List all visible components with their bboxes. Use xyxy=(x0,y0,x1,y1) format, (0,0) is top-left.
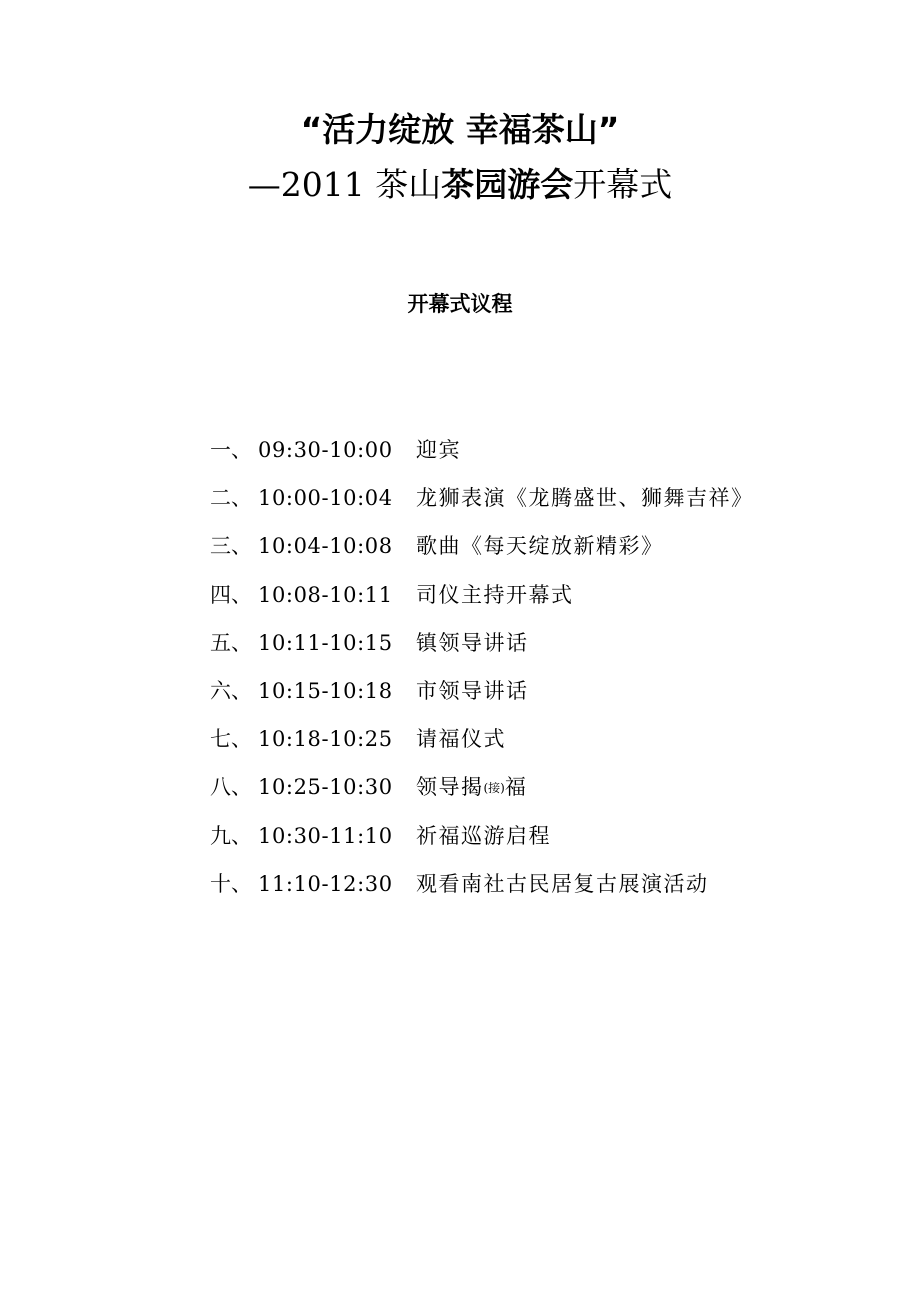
agenda-item-time: 10:08-10:11 xyxy=(258,582,393,607)
agenda-item xyxy=(210,478,890,526)
subtitle-bold: 茶园游会 xyxy=(441,165,574,204)
agenda-item-time: 11:10-12:30 xyxy=(258,871,393,896)
agenda-item xyxy=(210,526,890,574)
agenda-heading: 开幕式议程 xyxy=(407,292,513,316)
agenda-item xyxy=(210,623,890,671)
agenda-item-event: 祈福巡游启程 xyxy=(416,823,551,848)
agenda-item xyxy=(210,575,890,623)
agenda-item-number: 八、 xyxy=(210,775,252,800)
agenda-item-event: 迎宾 xyxy=(416,438,461,462)
agenda-item-event: 请福仪式 xyxy=(416,727,506,752)
agenda-item-time: 10:25-10:30 xyxy=(258,775,393,800)
agenda-item xyxy=(210,430,890,478)
subtitle-suffix: 开幕式 xyxy=(573,165,673,204)
subtitle-prefix: —2011 茶山 xyxy=(247,165,442,204)
agenda-item-event: 镇领导讲话 xyxy=(416,630,529,655)
agenda-item-event-part: 福 xyxy=(504,775,528,800)
agenda-list xyxy=(210,430,890,912)
agenda-item-number: 四、 xyxy=(210,582,252,607)
agenda-item-time: 10:04-10:08 xyxy=(258,534,393,559)
agenda-item-number: 十、 xyxy=(210,871,252,896)
agenda-item xyxy=(210,864,890,912)
agenda-item xyxy=(210,767,890,815)
agenda-item-event-part: 领导揭 xyxy=(416,775,484,800)
agenda-item-event: 歌曲《每天绽放新精彩》 xyxy=(416,534,664,559)
agenda-item-event: 观看南社古民居复古展演活动 xyxy=(416,871,709,896)
agenda-item-number: 一、 xyxy=(210,438,252,462)
agenda-item-number: 六、 xyxy=(210,678,252,703)
agenda-item-number: 二、 xyxy=(210,486,252,511)
agenda-item xyxy=(210,719,890,767)
agenda-item-time: 10:11-10:15 xyxy=(258,630,393,655)
agenda-item xyxy=(210,671,890,719)
agenda-item-time: 10:18-10:25 xyxy=(258,727,393,752)
agenda-item-event: 龙狮表演《龙腾盛世、狮舞吉祥》 xyxy=(416,486,754,511)
agenda-item-number: 三、 xyxy=(210,534,252,559)
agenda-item-event: 司仪主持开幕式 xyxy=(416,582,574,607)
agenda-item-event-note: (接) xyxy=(483,781,505,796)
agenda-item-time: 10:15-10:18 xyxy=(258,678,393,703)
agenda-item-time: 10:00-10:04 xyxy=(258,486,393,511)
agenda-item-number: 五、 xyxy=(210,630,252,655)
agenda-item-event: 市领导讲话 xyxy=(416,678,529,703)
document-subtitle xyxy=(0,162,920,208)
document-title: “活力绽放 幸福茶山” xyxy=(300,110,620,149)
agenda-item-number: 九、 xyxy=(210,823,252,848)
agenda-item-number: 七、 xyxy=(210,727,252,752)
agenda-item xyxy=(210,816,890,864)
agenda-item-time: 10:30-11:10 xyxy=(258,823,393,848)
agenda-item-time: 09:30-10:00 xyxy=(258,438,393,462)
agenda-item-event xyxy=(416,767,527,815)
